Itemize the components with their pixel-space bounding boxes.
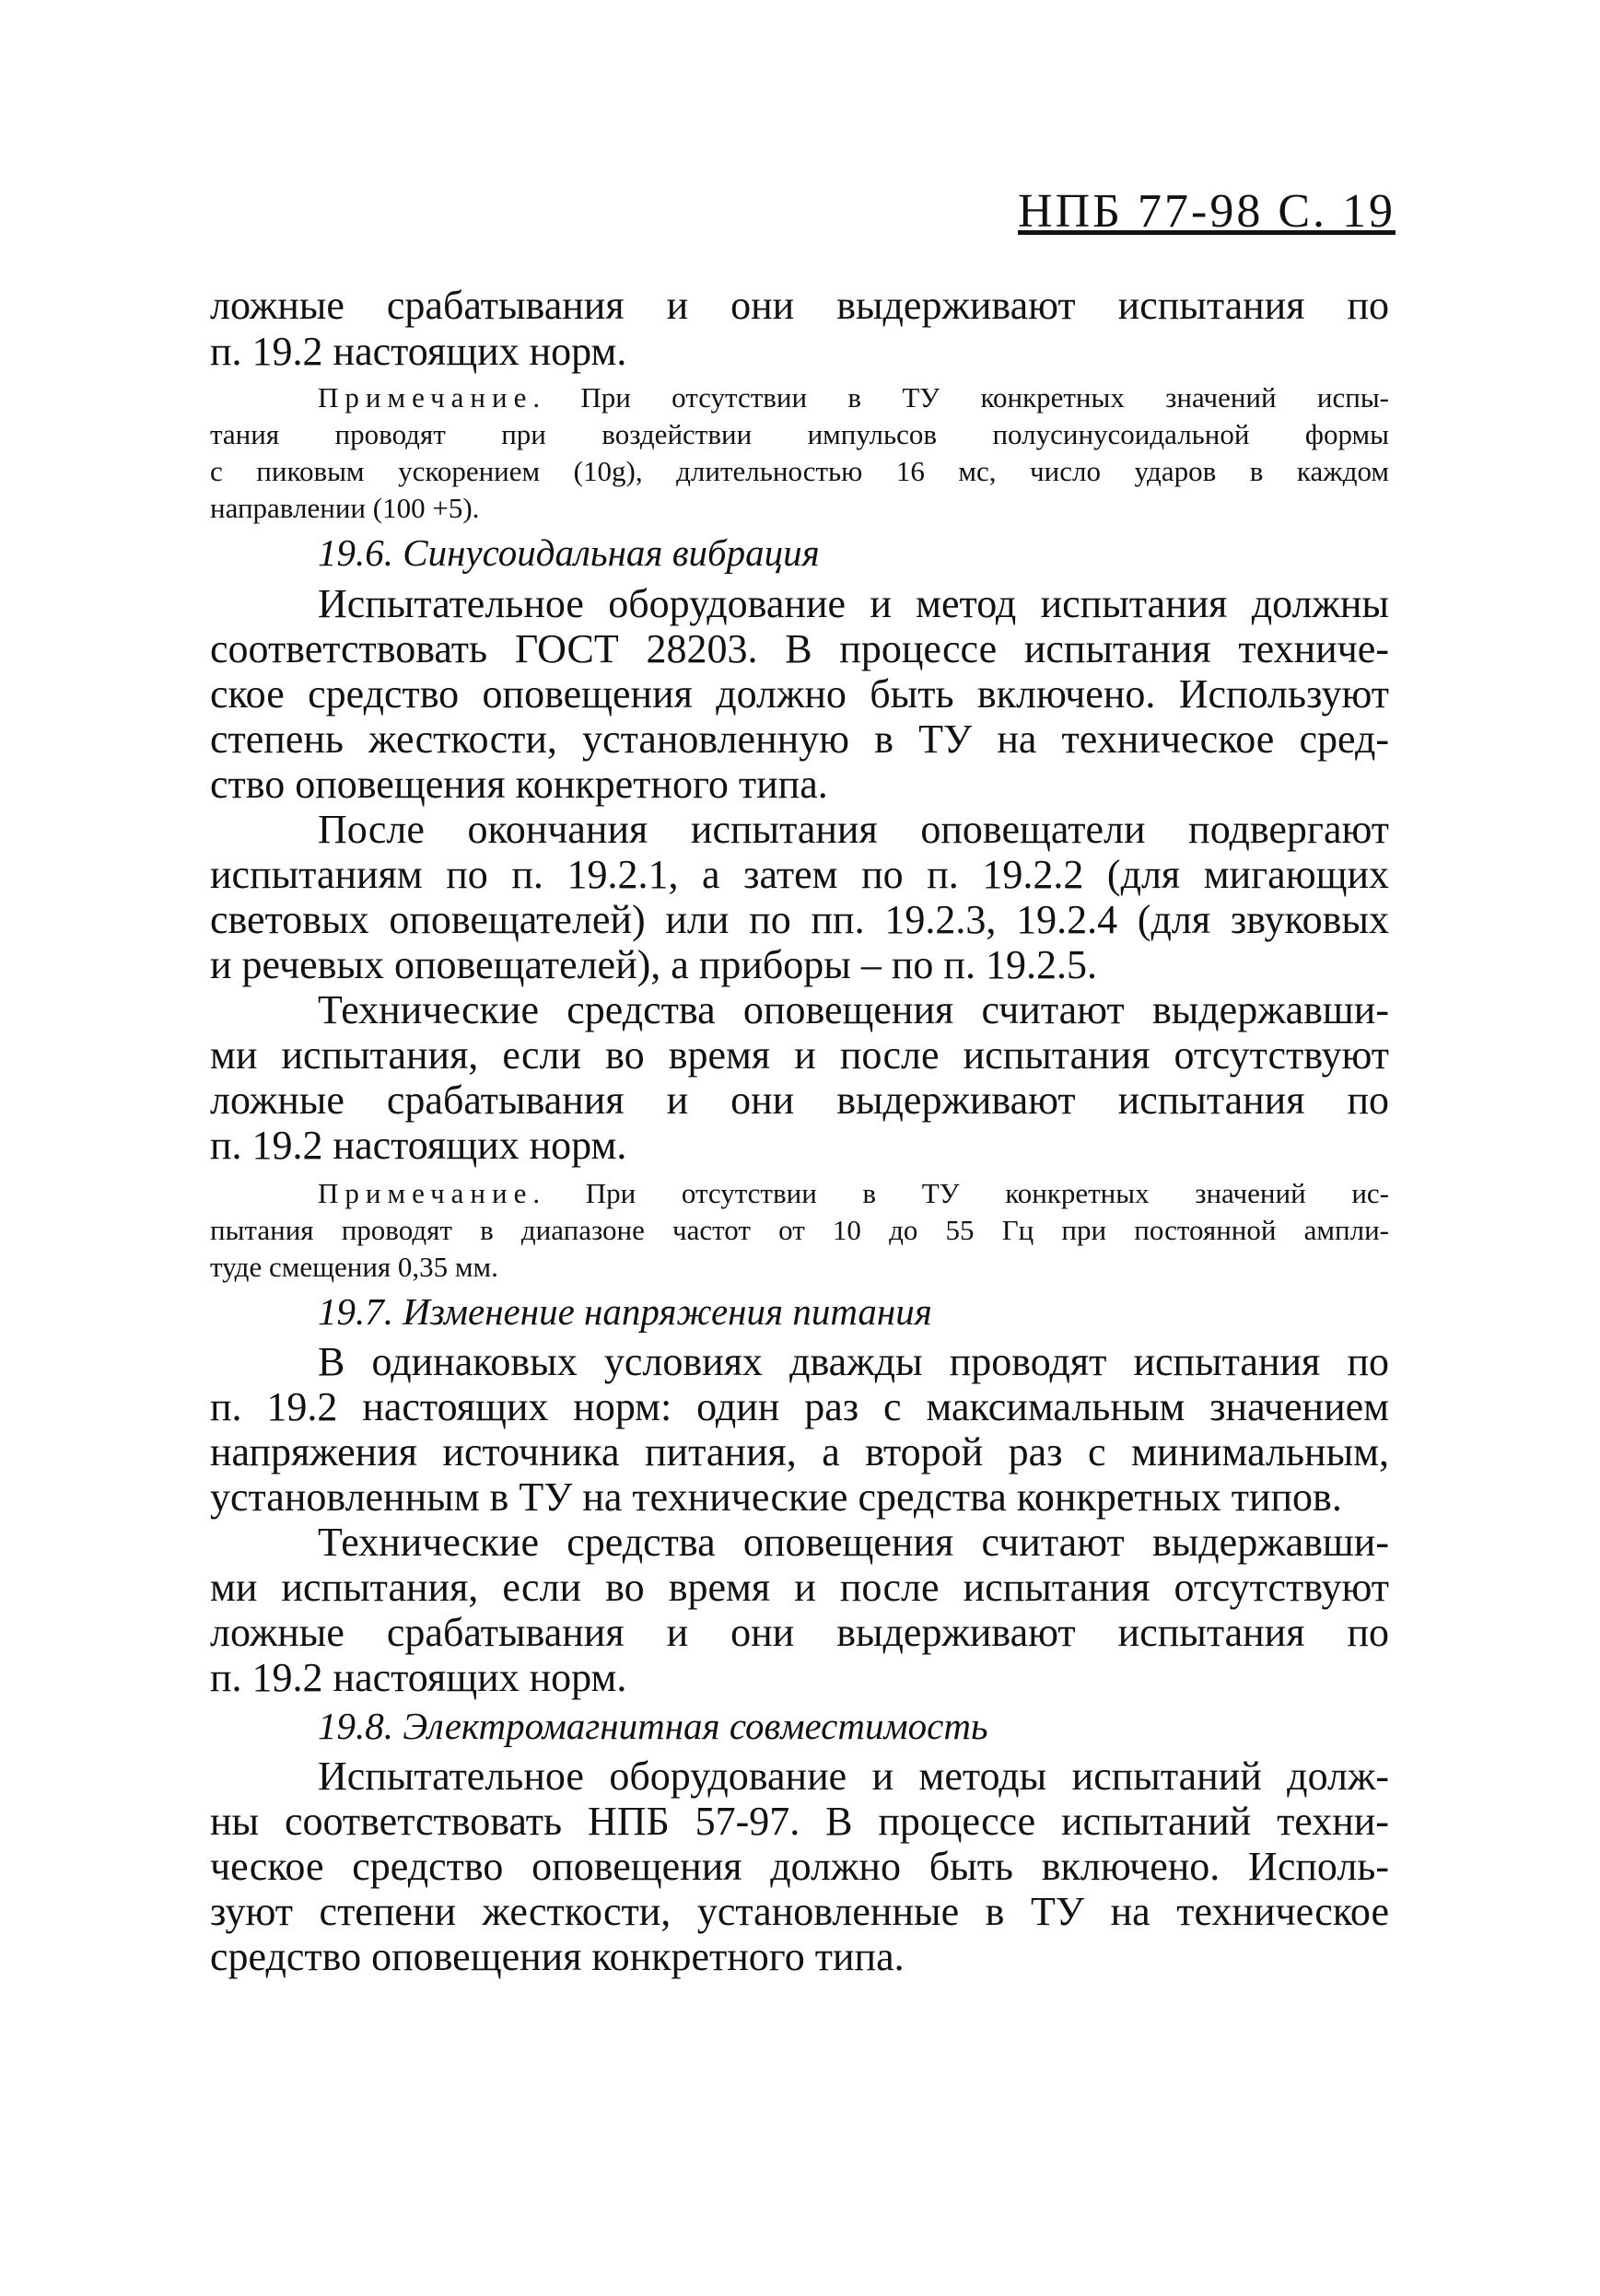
text-line: п. 19.2 настоящих норм. — [210, 329, 627, 374]
note-label: Примечание — [318, 381, 533, 414]
text-line: ложные срабатывания и они выдерживают испытания по — [210, 283, 1389, 328]
text-line: п. 19.2 настоящих норм: один раз с максимальным значением — [210, 1384, 1389, 1429]
text-line: Технические средства оповещения считают выдержавши- — [318, 987, 1389, 1032]
text-line: ми испытания, если во время и после испытания отсутствуют — [210, 1032, 1389, 1078]
text-line: ство оповещения конкретного типа. — [210, 762, 828, 807]
text-line: установленным в ТУ на технические средства конкретных типов. — [210, 1474, 1342, 1520]
text-line: степень жесткости, установленную в ТУ на техническое сред- — [210, 717, 1389, 762]
note-line: тания проводят при воздействии импульсов полусинусоидальной формы — [210, 418, 1389, 450]
text-line: зуют степени жесткости, установленные в ТУ на техническое — [210, 1889, 1389, 1934]
note-line: направлении (100 +5). — [210, 492, 480, 524]
text-line: ложные срабатывания и они выдерживают испытания по — [210, 1610, 1389, 1655]
text-line: В одинаковых условиях дважды проводят испытания по — [318, 1339, 1389, 1384]
note-label: Примечание — [318, 1177, 533, 1209]
note-line — [318, 381, 1389, 414]
text-line: п. 19.2 настоящих норм. — [210, 1123, 627, 1168]
note-text: . При отсутствии в ТУ конкретных значений ис- — [532, 1177, 1389, 1209]
note-line: с пиковым ускорением (10g), длительностью 16 мс, число ударов в каждом — [210, 455, 1389, 487]
text-line: соответствовать ГОСТ 28203. В процессе испытания техниче- — [210, 626, 1389, 671]
text-line: Испытательное оборудование и методы испытаний долж- — [318, 1754, 1389, 1799]
text-line: Испытательное оборудование и метод испытания должны — [318, 581, 1389, 626]
page-header: НПБ 77-98 С. 19 — [1018, 185, 1396, 238]
text-line: п. 19.2 настоящих норм. — [210, 1655, 627, 1700]
text-line: напряжения источника питания, а второй раз с минимальным, — [210, 1429, 1389, 1474]
section-heading: 19.8. Электромагнитная совместимость — [318, 1705, 988, 1747]
text-line: После окончания испытания оповещатели подвергают — [318, 807, 1389, 852]
text-line: средство оповещения конкретного типа. — [210, 1934, 905, 1979]
text-line: ми испытания, если во время и после испытания отсутствуют — [210, 1565, 1389, 1610]
section-heading: 19.7. Изменение напряжения питания — [318, 1290, 932, 1333]
text-line: ческое средство оповещения должно быть включено. Исполь- — [210, 1844, 1389, 1889]
text-line: ское средство оповещения должно быть включено. Используют — [210, 671, 1389, 717]
text-line: Технические средства оповещения считают выдержавши- — [318, 1520, 1389, 1565]
note-text: . При отсутствии в ТУ конкретных значений испы- — [532, 381, 1389, 414]
section-heading: 19.6. Синусоидальная вибрация — [318, 531, 820, 574]
text-line: ложные срабатывания и они выдерживают испытания по — [210, 1078, 1389, 1123]
text-line: и речевых оповещателей), а приборы – по п. 19.2.5. — [210, 942, 1097, 987]
text-line: световых оповещателей) или по пп. 19.2.3, 19.2.4 (для звуковых — [210, 897, 1389, 942]
text-line: ны соответствовать НПБ 57-97. В процессе испытаний техни- — [210, 1799, 1389, 1844]
text-line: испытаниям по п. 19.2.1, а затем по п. 19.2.2 (для мигающих — [210, 852, 1389, 897]
note-line — [318, 1177, 1389, 1210]
note-line: туде смещения 0,35 мм. — [210, 1251, 498, 1283]
note-line: пытания проводят в диапазоне частот от 10 до 55 Гц при постоянной ампли- — [210, 1214, 1389, 1246]
